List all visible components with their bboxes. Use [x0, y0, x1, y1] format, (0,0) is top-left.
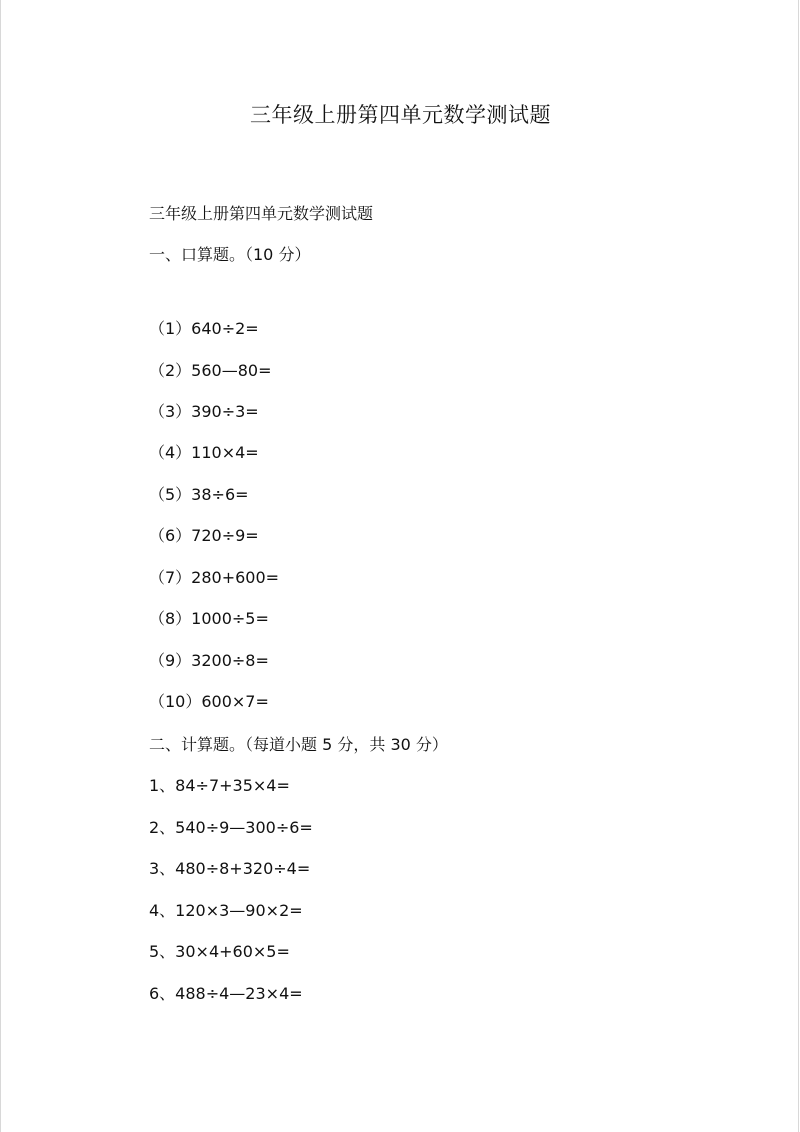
mental-math-item-3: （3）390÷3=	[149, 402, 259, 421]
calculation-item-3: 3、480÷8+320÷4=	[149, 859, 311, 878]
mental-math-item-8: （8）1000÷5=	[149, 609, 269, 628]
calculation-item-4: 4、120×3—90×2=	[149, 901, 303, 920]
mental-math-item-7: （7）280+600=	[149, 568, 280, 587]
section1-heading: 一、口算题。（10 分）	[149, 245, 311, 264]
document-title: 三年级上册第四单元数学测试题	[250, 103, 551, 127]
mental-math-item-10: （10）600×7=	[149, 692, 269, 711]
mental-math-item-6: （6）720÷9=	[149, 526, 259, 545]
mental-math-item-9: （9）3200÷8=	[149, 651, 269, 670]
calculation-item-1: 1、84÷7+35×4=	[149, 776, 290, 795]
mental-math-item-1: （1）640÷2=	[149, 319, 259, 338]
calculation-item-2: 2、540÷9—300÷6=	[149, 818, 313, 837]
section2-heading: 二、计算题。（每道小题 5 分，共 30 分）	[149, 735, 448, 754]
mental-math-item-4: （4）110×4=	[149, 443, 259, 462]
calculation-item-5: 5、30×4+60×5=	[149, 942, 290, 961]
mental-math-item-2: （2）560—80=	[149, 361, 272, 380]
calculation-item-6: 6、488÷4—23×4=	[149, 984, 303, 1003]
document-subtitle: 三年级上册第四单元数学测试题	[149, 204, 374, 223]
mental-math-item-5: （5）38÷6=	[149, 485, 249, 504]
